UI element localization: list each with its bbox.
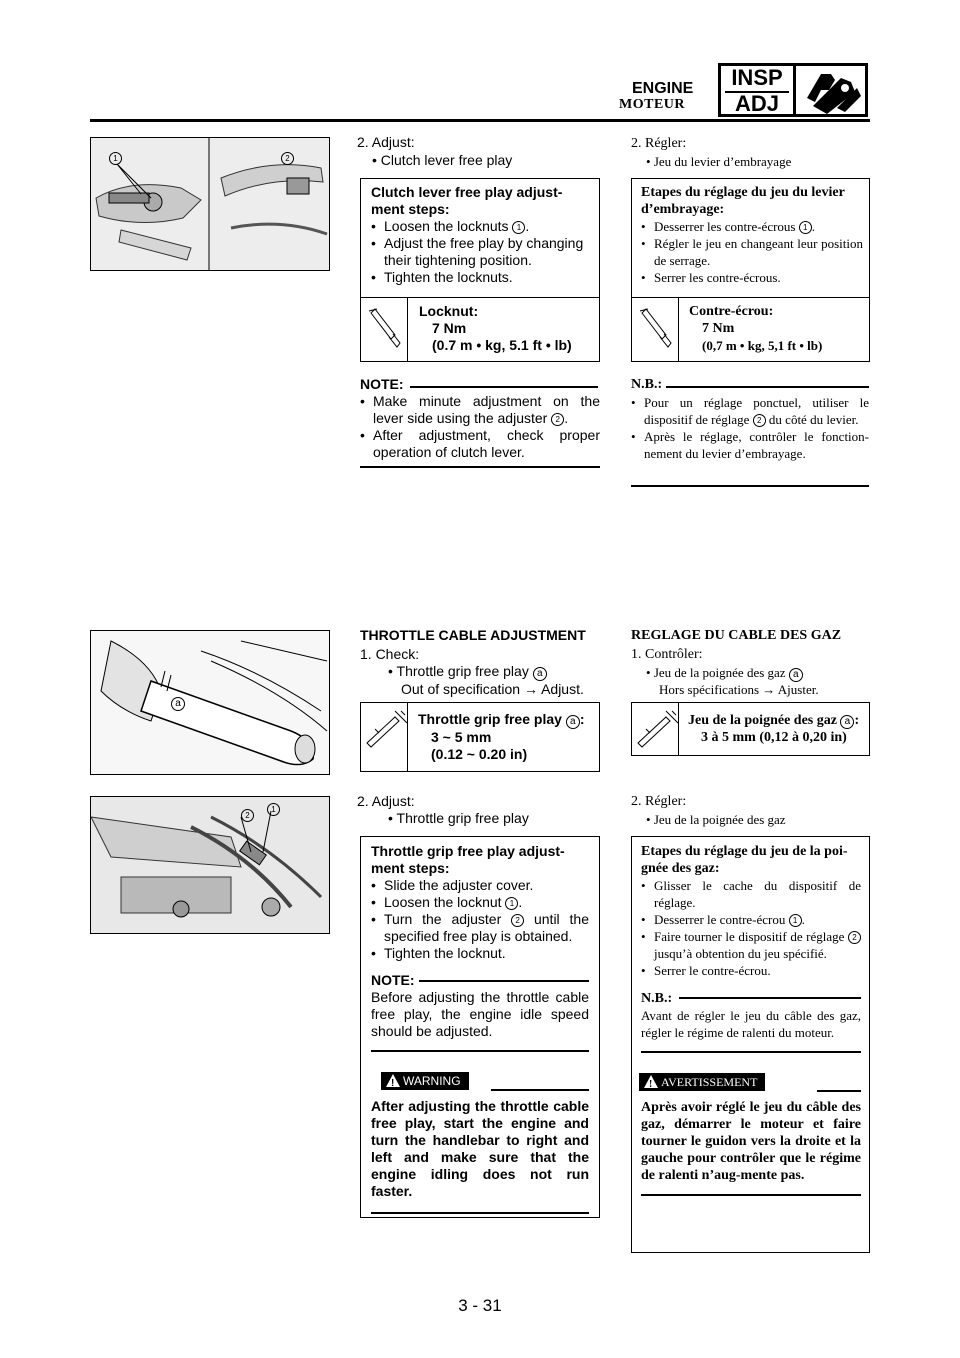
clutch-note-1-en: • Make minute adjustment on the lever side using the adjuster 2 . — [360, 393, 600, 427]
badge-adj-label: ADJ — [734, 91, 779, 116]
clutch-step-fr: 2. Régler: — [631, 136, 687, 151]
throttle-adjuster-figure — [90, 796, 330, 934]
clutch-box-title-fr: Etapes du réglage du jeu du levier d’embrayage: — [641, 185, 845, 217]
torque-wrench-icon-fr — [638, 307, 672, 349]
throttle-spec-label-en: Throttle grip free play a : — [418, 711, 585, 727]
throttle-step-1-en: • Slide the adjuster cover. — [371, 877, 589, 894]
feeler-gauge-icon — [365, 709, 409, 749]
throttle-check-item-fr: • Jeu de la poignée des gaz a — [646, 664, 803, 682]
throttle-step-4-fr: • Serrer le contre-écrou. — [641, 962, 861, 979]
clutch-box-title-en: Clutch lever free play adjust-ment steps: — [371, 184, 563, 217]
clutch-step-3-en: • Tighten the locknuts. — [371, 269, 593, 286]
throttle-steps-box-fr — [631, 836, 870, 1253]
throttle-step-4-en: • Tighten the locknut. — [371, 945, 589, 962]
throttle-adjust-item-fr: • Jeu de la poignée des gaz — [646, 812, 786, 827]
header-rule — [90, 119, 870, 122]
throttle-spec-value-en: 3 ~ 5 mm — [431, 729, 492, 745]
throttle-note-text-en: Before adjusting the throttle cable free play, the engine idle speed should be adjusted. — [371, 989, 589, 1039]
throttle-title-en: THROTTLE CABLE ADJUSTMENT — [360, 627, 586, 643]
torque-label-fr: Contre-écrou: — [689, 304, 774, 319]
throttle-steps-box-en — [360, 836, 600, 1218]
clutch-item-fr-text: Jeu du levier d’embrayage — [653, 154, 792, 169]
torque-alt-fr: (0,7 m • kg, 5,1 ft • lb) — [702, 338, 823, 353]
warning-triangle-icon-fr — [644, 1075, 658, 1088]
throttle-spec-box-fr — [631, 702, 870, 756]
throttle-step-3-en: • Turn the adjuster 2 until the specified free play is obtained. — [371, 911, 589, 945]
torque-alt-en: (0.7 m • kg, 5.1 ft • lb) — [432, 337, 572, 353]
throttle-steps-list-fr — [641, 877, 861, 979]
throttle-check-step-en: 1. Check: — [360, 646, 420, 662]
clutch-note-2-en: • After adjustment, check proper operation of clutch lever. — [360, 427, 600, 461]
clutch-item-en: • Clutch lever free play — [372, 152, 513, 168]
torque-label-en: Locknut: — [419, 303, 479, 319]
throttle-spec-label-fr: Jeu de la poignée des gaz a : — [688, 713, 860, 728]
clutch-step-1-en: • Loosen the locknuts 1 . — [371, 218, 593, 235]
throttle-spec-value-fr: 3 à 5 mm (0,12 à 0,20 in) — [701, 730, 847, 745]
clutch-item-fr: • Jeu du levier d’embrayage — [646, 154, 792, 169]
clutch-step-en: 2. Adjust: — [357, 134, 415, 150]
insp-adj-badge — [718, 63, 868, 117]
section-title-en: ENGINE — [632, 80, 694, 97]
throttle-warning-text-fr: Après avoir réglé le jeu du câble des gaz, démarrer le moteur et faire tourner le guidon vers la droite et la gauche pour contrôler que le régime de ralenti n’aug-mente pas. — [641, 1100, 861, 1183]
throttle-note-text-fr: Avant de régler le jeu du câble des gaz, régler le régime de ralenti du moteur. — [641, 1008, 861, 1040]
clutch-step-2-en: • Adjust the free play by changing their tightening position. — [371, 235, 593, 269]
clutch-steps-box-fr — [631, 178, 870, 362]
feeler-gauge-icon-fr — [636, 709, 680, 749]
clutch-note-list-fr — [631, 394, 869, 462]
warning-triangle-icon — [386, 1074, 400, 1087]
clutch-note-title-fr: N.B.: — [631, 377, 663, 392]
throttle-check-item-en: • Throttle grip free play a — [388, 663, 547, 681]
torque-wrench-icon — [367, 307, 401, 349]
clutch-note-list-en — [360, 393, 600, 461]
clutch-steps-box-en — [360, 178, 600, 362]
throttle-note-title-fr: N.B.: — [641, 991, 673, 1006]
clutch-steps-list-fr — [641, 218, 863, 286]
warning-badge-fr: ! AVERTISSEMENT — [639, 1073, 765, 1091]
throttle-adjust-item-en: • Throttle grip free play — [388, 810, 529, 826]
clutch-step-3-fr: • Serrer les contre-écrous. — [641, 269, 863, 286]
warning-badge-en: ! WARNING — [381, 1072, 469, 1090]
callout-1-locknut: 1 — [267, 803, 280, 816]
clutch-item-en-text: Clutch lever free play — [380, 152, 513, 168]
throttle-step-1-fr: • Glisser le cache du dispositif de réglage. — [641, 877, 861, 911]
wrench-tool-icon — [801, 68, 863, 114]
clutch-note-title-en: NOTE: — [360, 376, 404, 392]
clutch-note-1-fr: • Pour un réglage ponctuel, utiliser le dispositif de réglage 2 du côté du levier. — [631, 394, 869, 428]
throttle-spec-box-en — [360, 702, 600, 772]
throttle-box-title-en: Throttle grip free play adjust-ment steps: — [371, 843, 565, 876]
section-title-fr: MOTEUR — [619, 97, 685, 112]
throttle-check-result-fr: Hors spécifications → Ajuster. — [659, 682, 819, 697]
page-number: 3 - 31 — [458, 1296, 502, 1315]
throttle-grip-figure — [90, 630, 330, 775]
clutch-note-2-fr: • Après le réglage, contrôler le fonction-nement du levier d’embrayage. — [631, 428, 869, 462]
throttle-box-title-fr: Etapes du réglage du jeu de la poi-gnée des gaz: — [641, 844, 848, 876]
callout-1: 1 — [109, 152, 122, 165]
throttle-title-fr: REGLAGE DU CABLE DES GAZ — [631, 628, 842, 643]
torque-value-en: 7 Nm — [432, 320, 467, 336]
throttle-check-result-en: Out of specification → Adjust. — [401, 681, 584, 697]
callout-a: a — [171, 697, 185, 711]
throttle-step-2-fr: • Desserrer le contre-écrou 1 . — [641, 911, 861, 928]
clutch-step-1-fr: • Desserrer les contre-écrous 1 . — [641, 218, 863, 235]
callout-2: 2 — [281, 152, 294, 165]
throttle-check-step-fr: 1. Contrôler: — [631, 647, 703, 662]
throttle-adjust-step-en: 2. Adjust: — [357, 793, 415, 809]
clutch-steps-list-en — [371, 218, 593, 286]
badge-insp-label: INSP — [731, 65, 783, 90]
clutch-lever-figure — [90, 137, 330, 271]
throttle-note-title-en: NOTE: — [371, 972, 415, 988]
callout-2-adjuster: 2 — [241, 809, 254, 822]
torque-value-fr: 7 Nm — [702, 321, 735, 336]
throttle-adjust-step-fr: 2. Régler: — [631, 794, 687, 809]
throttle-spec-alt-en: (0.12 ~ 0.20 in) — [431, 746, 528, 762]
throttle-step-3-fr: • Faire tourner le dispositif de réglage 2 jusqu’à obtention du jeu spécifié. — [641, 928, 861, 962]
throttle-steps-list-en — [371, 877, 589, 962]
throttle-step-2-en: • Loosen the locknut 1 . — [371, 894, 589, 911]
clutch-step-2-fr: • Régler le jeu en changeant leur position de serrage. — [641, 235, 863, 269]
throttle-warning-text-en: After adjusting the throttle cable free play, start the engine and turn the handlebar to right and left and make sure that the engine idling does not run faster. — [371, 1098, 589, 1199]
